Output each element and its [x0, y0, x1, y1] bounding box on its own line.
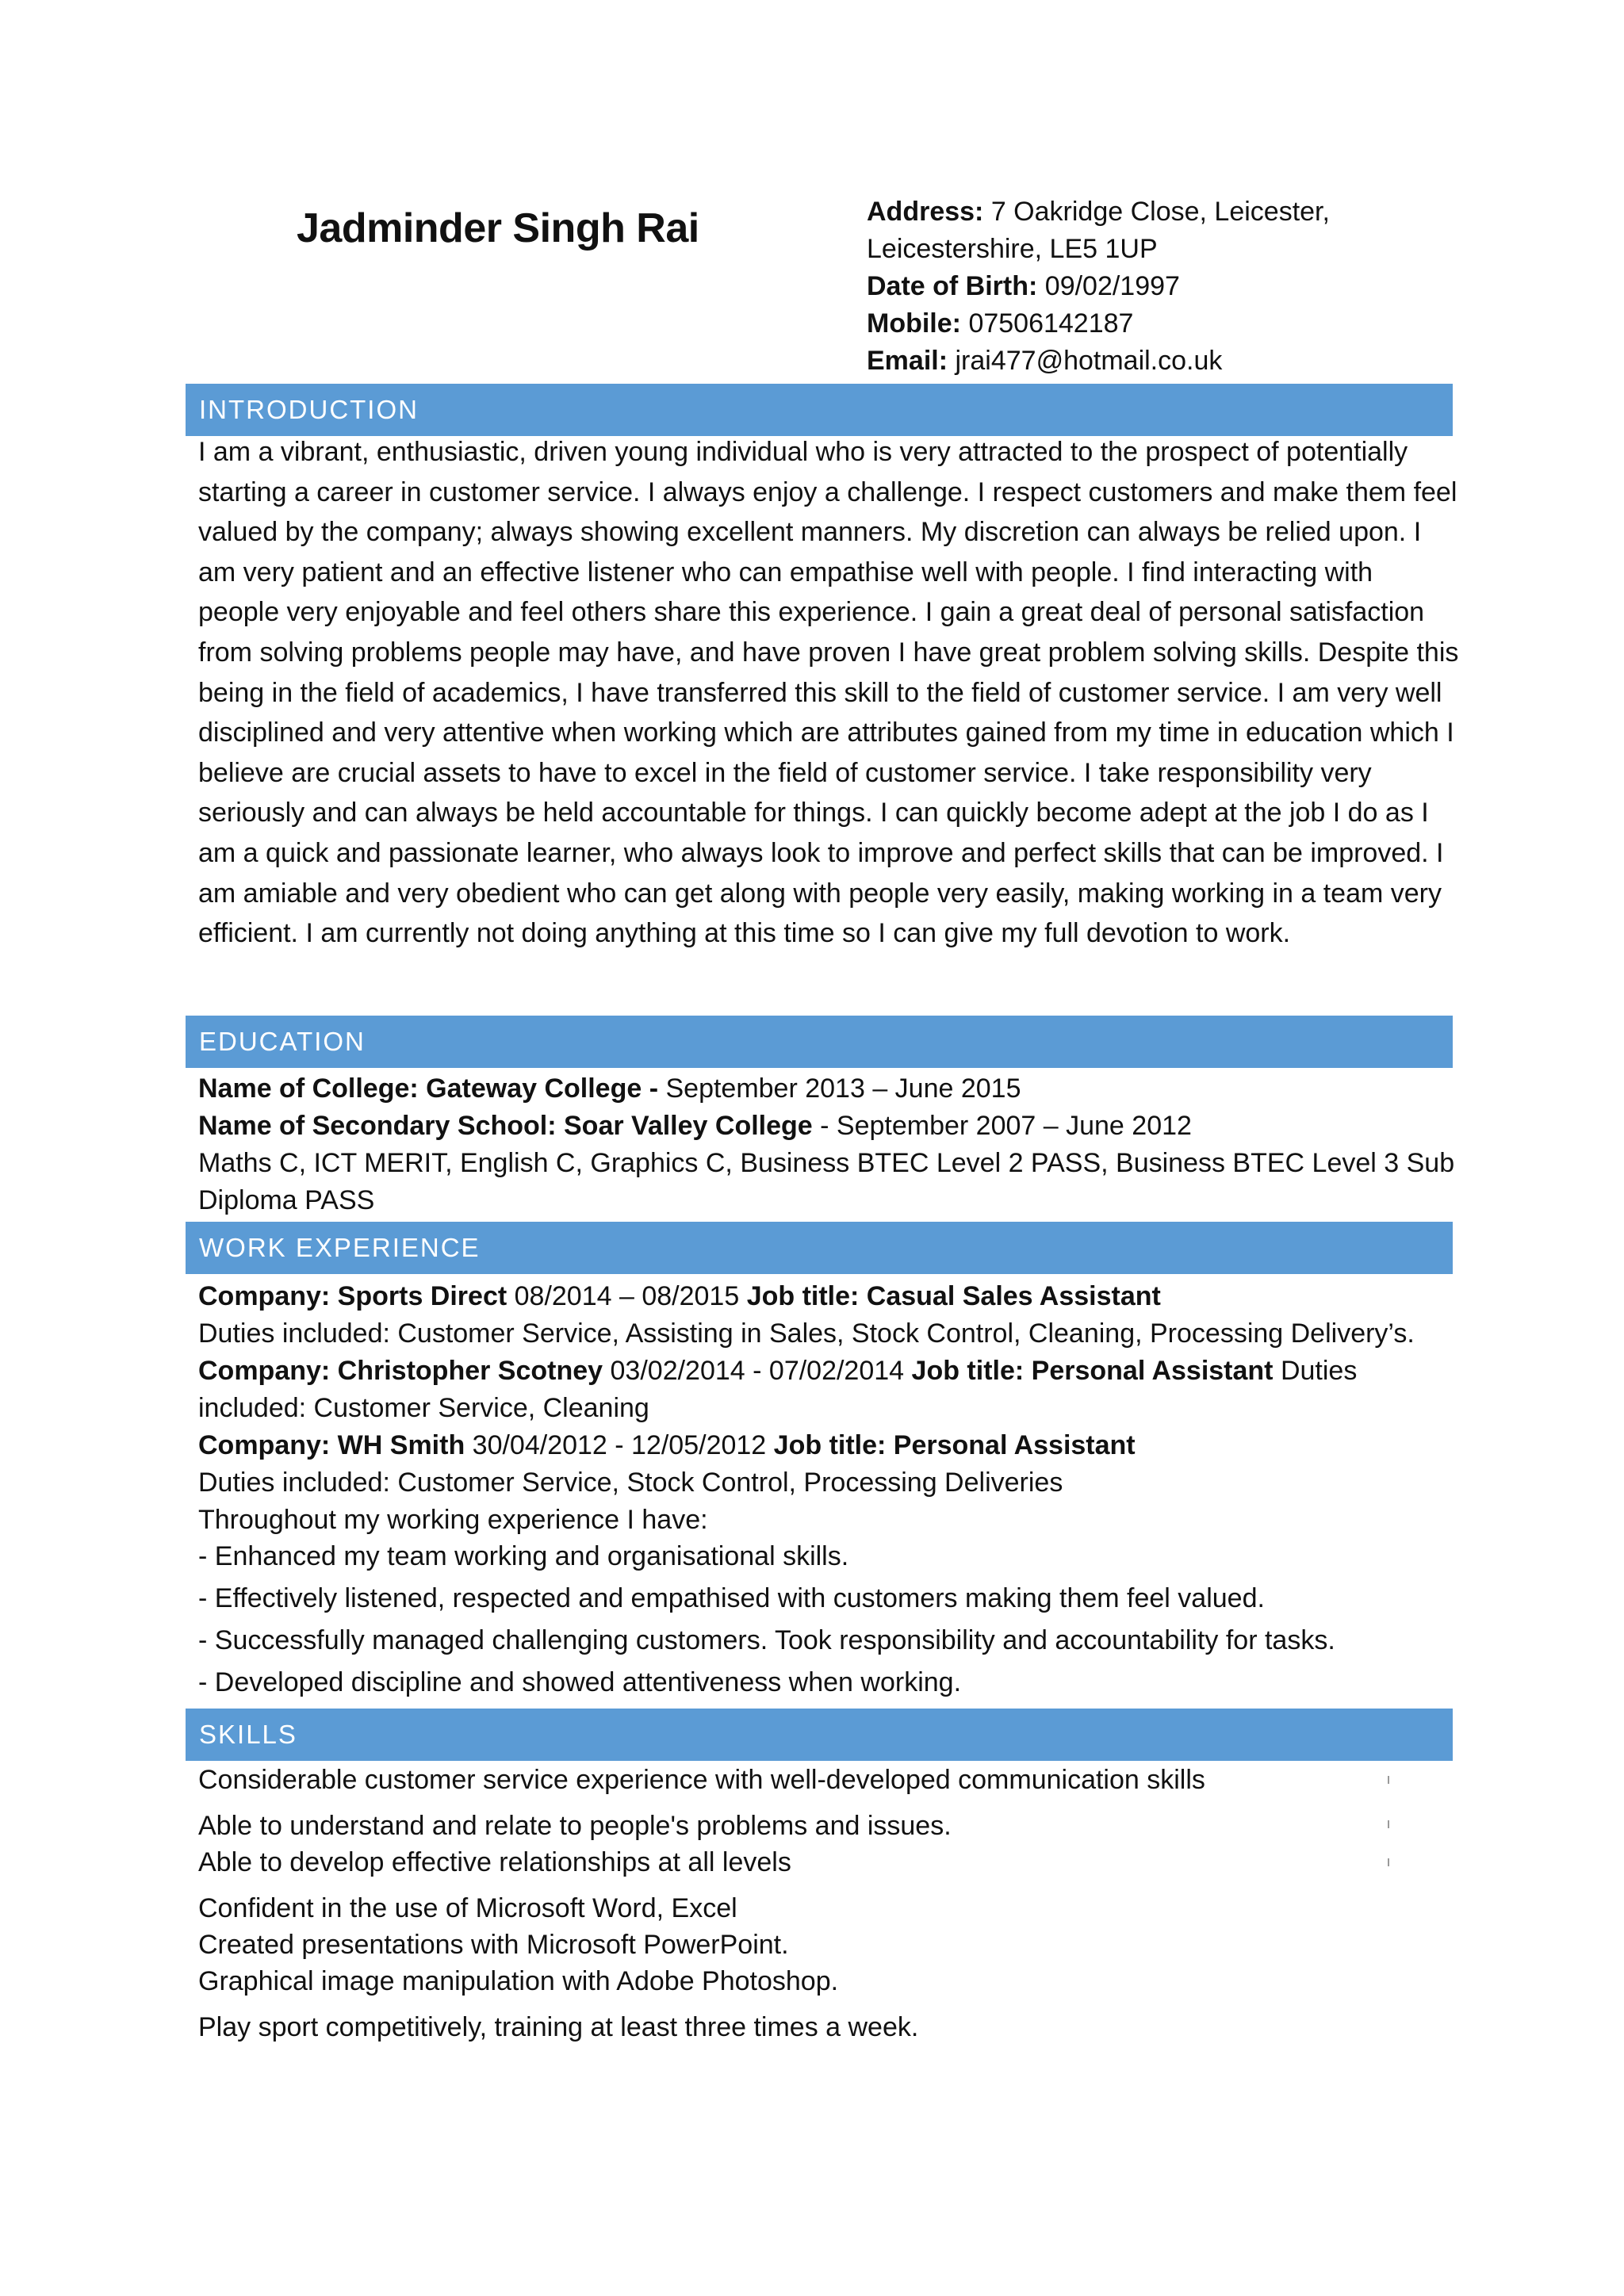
bullet-item: - Enhanced my team working and organisational skills. [198, 1541, 849, 1571]
job-company: Company: Sports Direct [198, 1281, 508, 1311]
contact-block [867, 193, 1330, 380]
section-header-skills: SKILLS [186, 1709, 1453, 1761]
job-duties: Duties included: Customer Service, Assisting in Sales, Stock Control, Cleaning, Processing Delivery’s. [198, 1318, 1415, 1349]
email-row [867, 342, 1330, 380]
candidate-name: Jadminder Singh Rai [297, 205, 699, 251]
mobile-row [867, 305, 1330, 342]
school-row [198, 1108, 1459, 1145]
job-title: Job title: Personal Assistant [911, 1356, 1274, 1386]
skill-item: Able to develop effective relationships at all levels [198, 1847, 791, 1877]
bullet-item: - Developed discipline and showed attentiveness when working. [198, 1667, 962, 1697]
address-row-2 [867, 231, 1330, 268]
job-dates: 30/04/2012 - 12/05/2012 [465, 1430, 774, 1460]
bullet-item: - Successfully managed challenging customers. Took responsibility and accountability for tasks. [198, 1625, 1335, 1655]
introduction-text: I am a vibrant, enthusiastic, driven young individual who is very attracted to the prospect of potentially starting a career in customer service. I always enjoy a challenge. I respect customers and make them feel valued by the company; always showing excellent manners. My discretion can always be relied upon. I am very patient and an effective listener who can empathise well with people. I find interacting with people very enjoyable and feel others share this experience. I gain a great deal of personal satisfaction from solving problems people may have, and have proven I have great problem solving skills. Despite this being in the field of academics, I have transferred this skill to the field of customer service. I am very well disciplined and very attentive when working which are attributes gained from my time in education which I believe are crucial assets to have to excel in the field of customer service. I take responsibility very seriously and can always be held accountable for things. I can quickly become adept at the job I do as I am a quick and passionate learner, who always look to improve and perfect skills that can be improved. I am amiable and very obedient who can get along with people very easily, making working in a team very efficient. I am currently not doing anything at this time so I can give my full devotion to work. [198, 437, 1459, 949]
skill-item: Considerable customer service experience with well-developed communication skills [198, 1765, 1205, 1795]
job-duties: Duties included: Customer Service, Cleaning [198, 1356, 1358, 1423]
section-header-work-experience: WORK EXPERIENCE [186, 1222, 1453, 1274]
address-line1: 7 Oakridge Close, Leicester, [990, 197, 1330, 227]
job-dates: 08/2014 – 08/2015 [507, 1281, 747, 1311]
table-border-mark [1388, 1858, 1389, 1866]
dob-value: 09/02/1997 [1044, 271, 1180, 301]
work-bullets [198, 1536, 1459, 1704]
table-border-mark [1388, 1776, 1389, 1784]
dob-row [867, 268, 1330, 305]
mobile-label: Mobile: [867, 308, 961, 339]
email-label: Email: [867, 346, 948, 376]
table-border-mark [1388, 1820, 1389, 1828]
school-name: Name of Secondary School: Soar Valley College [198, 1111, 813, 1141]
email-value: jrai477@hotmail.co.uk [955, 346, 1223, 376]
job-row [198, 1278, 1459, 1315]
job-company: Company: Christopher Scotney [198, 1356, 603, 1386]
job-row [198, 1427, 1459, 1464]
skill-item: Created presentations with Microsoft PowerPoint. [198, 1930, 789, 1960]
job-row [198, 1353, 1459, 1427]
job-company: Company: WH Smith [198, 1430, 465, 1460]
skill-item: Able to understand and relate to people's problems and issues. [198, 1811, 952, 1841]
education-block [198, 1070, 1459, 1219]
skill-item: Play sport competitively, training at least three times a week. [198, 2012, 919, 2042]
job-duties: Duties included: Customer Service, Stock Control, Processing Deliveries [198, 1468, 1063, 1498]
school-dates: - September 2007 – June 2012 [812, 1111, 1192, 1141]
college-dates: September 2013 – June 2015 [658, 1073, 1021, 1104]
bullet-item: - Effectively listened, respected and empathised with customers making them feel valued. [198, 1583, 1265, 1613]
mobile-value: 07506142187 [968, 308, 1134, 339]
skill-item: Confident in the use of Microsoft Word, Excel [198, 1893, 737, 1923]
section-header-introduction: INTRODUCTION [186, 384, 1453, 436]
grades-row: Maths C, ICT MERIT, English C, Graphics C, Business BTEC Level 2 PASS, Business BTEC Level 3 Sub Diploma PASS [198, 1148, 1455, 1215]
skill-item: Graphical image manipulation with Adobe Photoshop. [198, 1966, 839, 1996]
address-line2: Leicestershire, LE5 1UP [867, 234, 1158, 264]
job-title: Job title: Personal Assistant [773, 1430, 1136, 1460]
address-row [867, 193, 1330, 231]
college-name: Name of College: Gateway College - [198, 1073, 659, 1104]
college-row [198, 1070, 1459, 1108]
throughout-text: Throughout my working experience I have: [198, 1505, 708, 1535]
address-label: Address: [867, 197, 984, 227]
work-block [198, 1278, 1459, 1539]
section-header-education: EDUCATION [186, 1016, 1453, 1068]
dob-label: Date of Birth: [867, 271, 1038, 301]
job-title: Job title: Casual Sales Assistant [746, 1281, 1161, 1311]
job-dates: 03/02/2014 - 07/02/2014 [603, 1356, 912, 1386]
